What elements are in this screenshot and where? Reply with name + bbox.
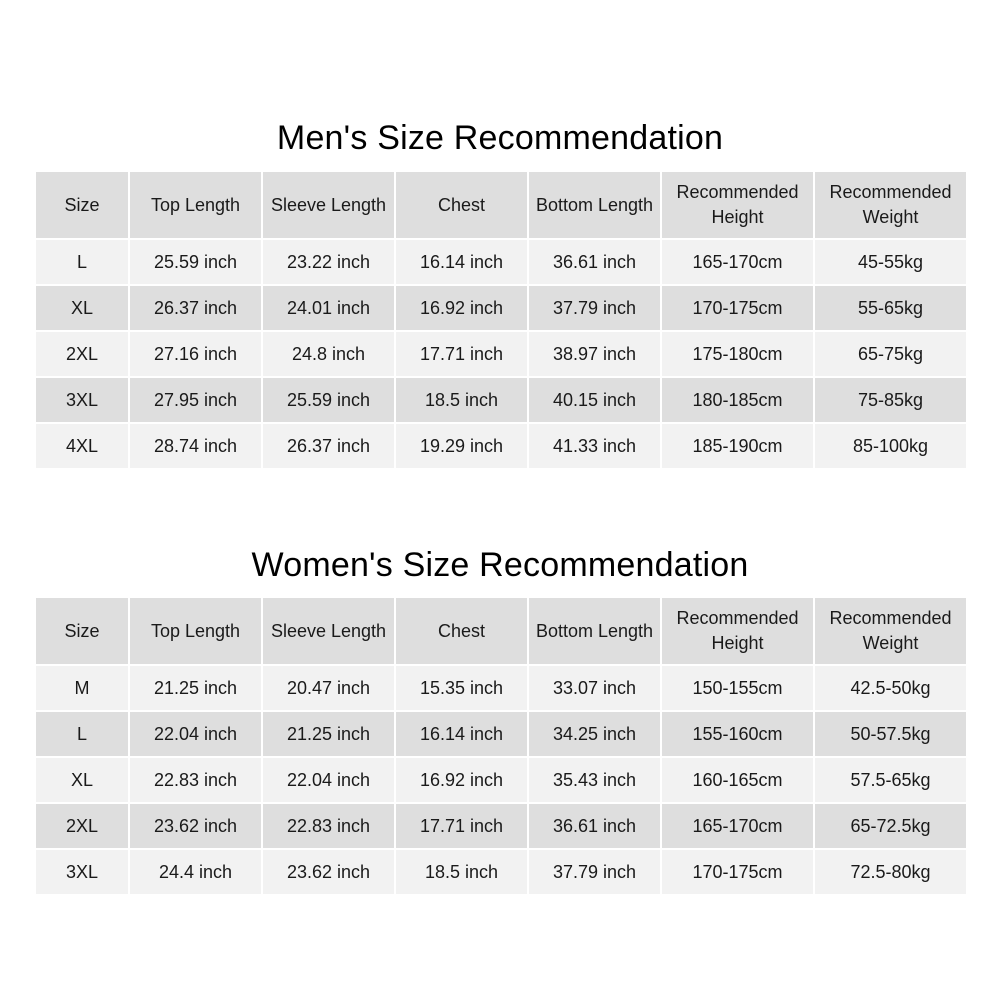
column-header: Bottom Length	[529, 172, 660, 238]
table-cell: 17.71 inch	[396, 332, 527, 376]
womens-size-title: Women's Size Recommendation	[251, 546, 749, 584]
table-cell: 18.5 inch	[396, 378, 527, 422]
table-cell: 33.07 inch	[529, 666, 660, 710]
table-cell: 35.43 inch	[529, 758, 660, 802]
column-header: Recommended Weight	[815, 598, 966, 664]
table-cell: 72.5-80kg	[815, 850, 966, 894]
column-header: Size	[36, 598, 128, 664]
table-cell: 37.79 inch	[529, 286, 660, 330]
table-row	[36, 424, 966, 468]
table-cell: 45-55kg	[815, 240, 966, 284]
table-cell: 18.5 inch	[396, 850, 527, 894]
size-cell: M	[36, 666, 128, 710]
table-row	[36, 850, 966, 894]
size-cell: 3XL	[36, 378, 128, 422]
table-cell: 24.01 inch	[263, 286, 394, 330]
table-cell: 175-180cm	[662, 332, 813, 376]
size-cell: 2XL	[36, 804, 128, 848]
table-row	[36, 286, 966, 330]
table-row	[36, 758, 966, 802]
table-cell: 38.97 inch	[529, 332, 660, 376]
table-cell: 85-100kg	[815, 424, 966, 468]
column-header: Sleeve Length	[263, 598, 394, 664]
column-header: Chest	[396, 598, 527, 664]
table-row	[36, 378, 966, 422]
table-cell: 170-175cm	[662, 850, 813, 894]
size-cell: XL	[36, 758, 128, 802]
mens-size-table	[34, 170, 968, 470]
table-cell: 57.5-65kg	[815, 758, 966, 802]
column-header: Size	[36, 172, 128, 238]
table-cell: 22.83 inch	[263, 804, 394, 848]
table-row	[36, 666, 966, 710]
table-cell: 23.62 inch	[130, 804, 261, 848]
table-cell: 170-175cm	[662, 286, 813, 330]
table-cell: 165-170cm	[662, 240, 813, 284]
table-header-row	[36, 172, 966, 238]
table-row	[36, 804, 966, 848]
table-cell: 75-85kg	[815, 378, 966, 422]
table-cell: 21.25 inch	[263, 712, 394, 756]
table-cell: 26.37 inch	[263, 424, 394, 468]
table-cell: 16.14 inch	[396, 712, 527, 756]
table-cell: 180-185cm	[662, 378, 813, 422]
table-cell: 22.04 inch	[263, 758, 394, 802]
column-header: Top Length	[130, 598, 261, 664]
table-cell: 16.92 inch	[396, 286, 527, 330]
table-cell: 36.61 inch	[529, 240, 660, 284]
size-cell: 4XL	[36, 424, 128, 468]
table-cell: 16.14 inch	[396, 240, 527, 284]
size-cell: 3XL	[36, 850, 128, 894]
column-header: Bottom Length	[529, 598, 660, 664]
table-cell: 155-160cm	[662, 712, 813, 756]
table-cell: 50-57.5kg	[815, 712, 966, 756]
table-row	[36, 240, 966, 284]
table-cell: 165-170cm	[662, 804, 813, 848]
table-cell: 150-155cm	[662, 666, 813, 710]
table-header-row	[36, 598, 966, 664]
mens-size-title: Men's Size Recommendation	[276, 119, 724, 157]
table-cell: 25.59 inch	[130, 240, 261, 284]
table-cell: 26.37 inch	[130, 286, 261, 330]
table-row	[36, 332, 966, 376]
table-cell: 37.79 inch	[529, 850, 660, 894]
table-cell: 22.83 inch	[130, 758, 261, 802]
size-cell: 2XL	[36, 332, 128, 376]
table-row	[36, 712, 966, 756]
column-header: Recommended Height	[662, 172, 813, 238]
womens-size-table	[34, 596, 968, 896]
table-cell: 21.25 inch	[130, 666, 261, 710]
table-cell: 65-75kg	[815, 332, 966, 376]
table-cell: 23.62 inch	[263, 850, 394, 894]
column-header: Top Length	[130, 172, 261, 238]
table-cell: 34.25 inch	[529, 712, 660, 756]
table-cell: 36.61 inch	[529, 804, 660, 848]
column-header: Recommended Height	[662, 598, 813, 664]
table-cell: 41.33 inch	[529, 424, 660, 468]
table-cell: 55-65kg	[815, 286, 966, 330]
table-cell: 28.74 inch	[130, 424, 261, 468]
table-cell: 40.15 inch	[529, 378, 660, 422]
table-cell: 17.71 inch	[396, 804, 527, 848]
table-cell: 65-72.5kg	[815, 804, 966, 848]
table-cell: 42.5-50kg	[815, 666, 966, 710]
table-cell: 19.29 inch	[396, 424, 527, 468]
table-cell: 20.47 inch	[263, 666, 394, 710]
table-cell: 27.16 inch	[130, 332, 261, 376]
table-cell: 24.4 inch	[130, 850, 261, 894]
column-header: Sleeve Length	[263, 172, 394, 238]
size-cell: L	[36, 240, 128, 284]
table-cell: 15.35 inch	[396, 666, 527, 710]
column-header: Recommended Weight	[815, 172, 966, 238]
table-cell: 22.04 inch	[130, 712, 261, 756]
column-header: Chest	[396, 172, 527, 238]
size-cell: XL	[36, 286, 128, 330]
table-cell: 16.92 inch	[396, 758, 527, 802]
table-cell: 160-165cm	[662, 758, 813, 802]
size-cell: L	[36, 712, 128, 756]
table-cell: 185-190cm	[662, 424, 813, 468]
table-cell: 23.22 inch	[263, 240, 394, 284]
table-cell: 24.8 inch	[263, 332, 394, 376]
table-cell: 27.95 inch	[130, 378, 261, 422]
table-cell: 25.59 inch	[263, 378, 394, 422]
